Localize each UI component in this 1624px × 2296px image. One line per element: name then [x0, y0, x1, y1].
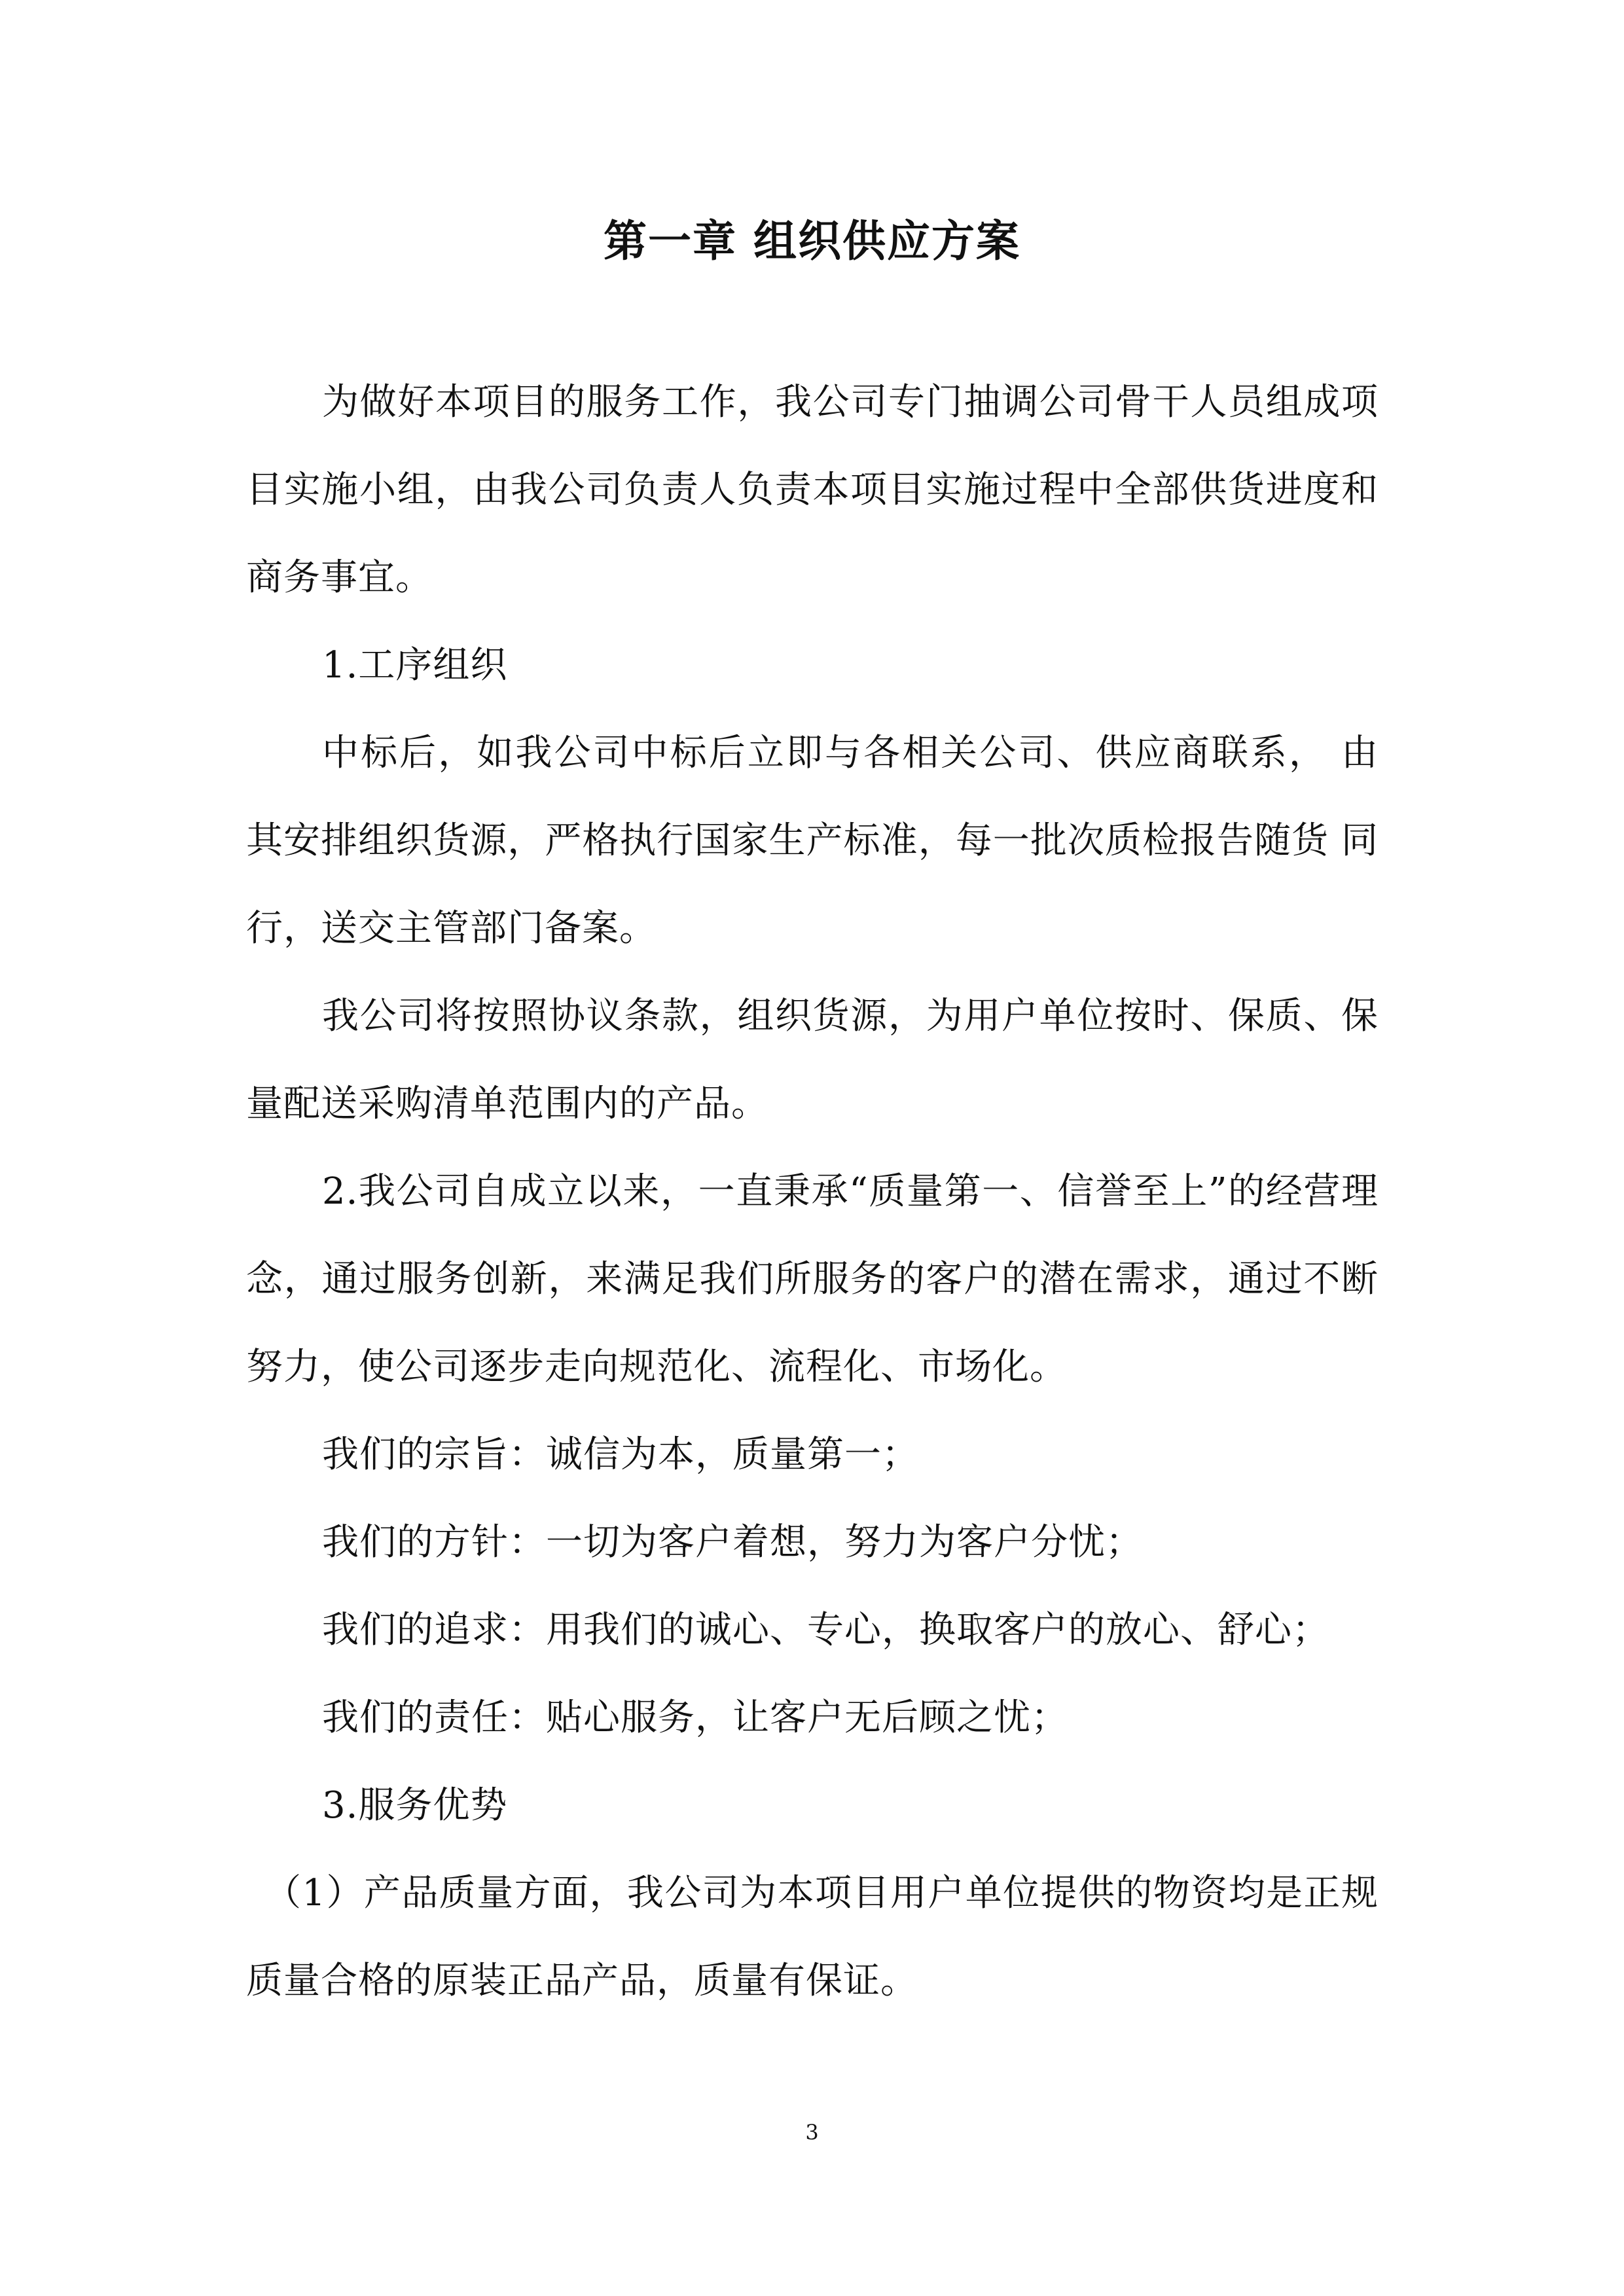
section-heading-process-organization: 1.工序组织 — [322, 644, 508, 687]
paragraph-product-quality: （1）产品质量方面，我公司为本项目用户单位提供的物资均是正规质量合格的原装正品产品，质量有保证。 — [246, 1872, 1379, 2002]
page-number: 3 — [805, 2120, 819, 2145]
statement-responsibility: 我们的责任：贴心服务，让客户无后顾之忧； — [322, 1696, 1068, 1739]
paragraph-company-philosophy: 2.我公司自成立以来，一直秉承“质量第一、信誉至上”的经营理念，通过服务创新，来满足我们所服务的客户的潜在需求，通过不断努力，使公司逐步走向规范化、流程化、市场化。 — [246, 1170, 1379, 1388]
body-text — [246, 359, 1379, 2025]
section-heading-service-advantages: 3.服务优势 — [322, 1784, 508, 1827]
chapter-title: 第一章 组织供应方案 — [604, 215, 1020, 266]
statement-purpose: 我们的宗旨：诚信为本，质量第一； — [322, 1433, 919, 1476]
paragraph-intro: 为做好本项目的服务工作，我公司专门抽调公司骨干人员组成项目实施小组，由我公司负责人负责本项目实施过程中全部供货进度和商务事宜。 — [246, 381, 1379, 599]
statement-pursuit: 我们的追求：用我们的诚心、专心，换取客户的放心、舒心； — [322, 1609, 1329, 1651]
statement-policy: 我们的方针：一切为客户着想，努力为客户分忧； — [322, 1521, 1143, 1564]
paragraph-supplier-contact: 中标后，如我公司中标后立即与各相关公司、供应商联系， 由其安排组织货源，严格执行国家生产标准，每一批次质检报告随货 同行，送交主管部门备案。 — [246, 732, 1379, 950]
paragraph-delivery-terms: 我公司将按照协议条款，组织货源，为用户单位按时、保质、保量配送采购清单范围内的产品。 — [246, 995, 1379, 1125]
